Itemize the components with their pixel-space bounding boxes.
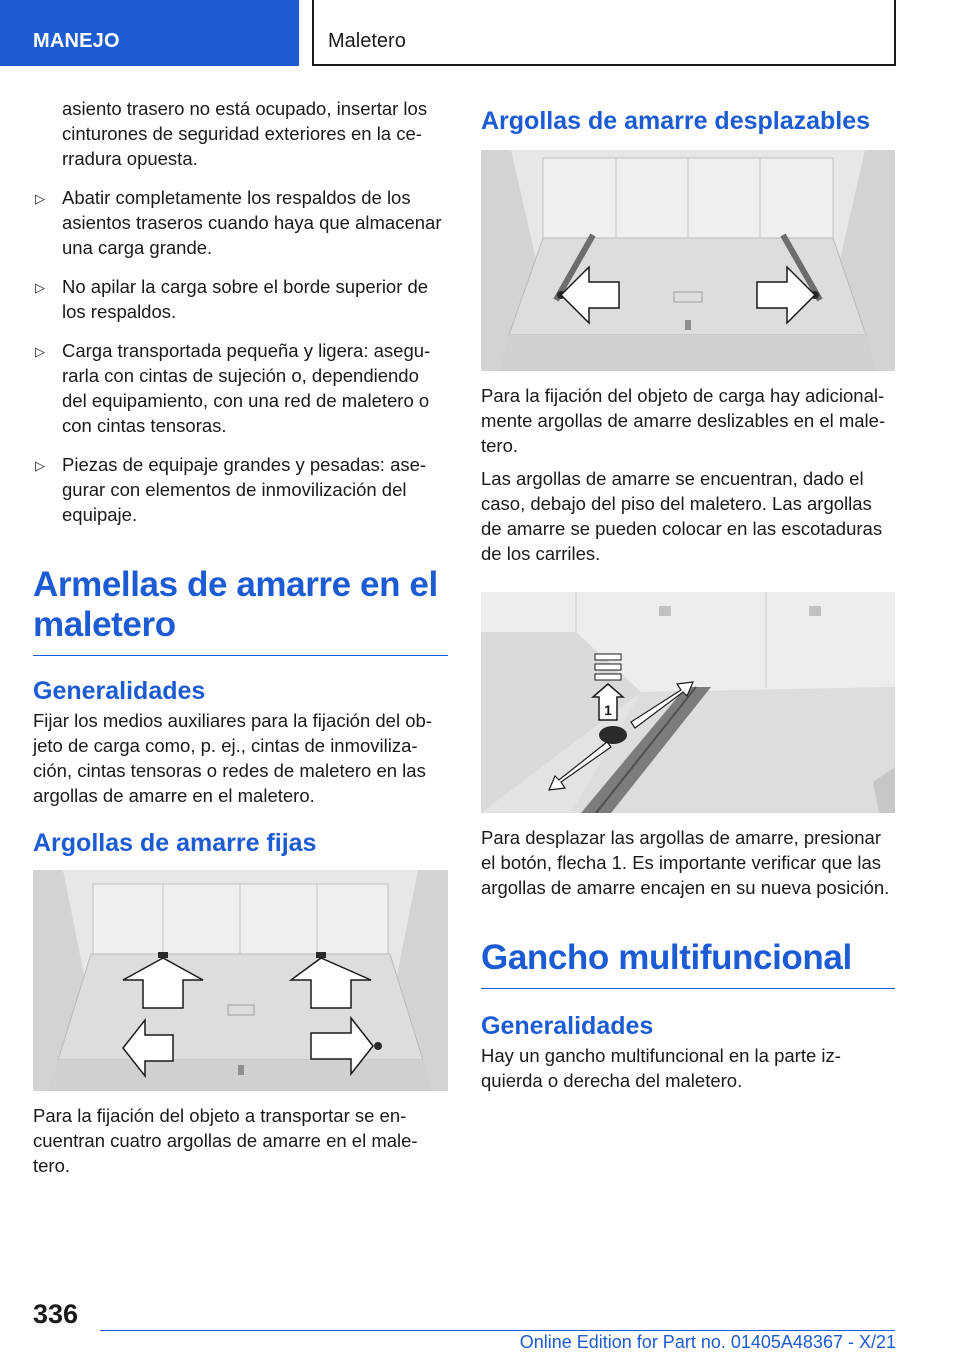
callout-number: 1 [604, 702, 612, 718]
right-column [481, 106, 895, 1093]
left-column [33, 96, 448, 1178]
paragraph: Para desplazar las argollas de amarre, presionar el botón, flecha 1. Es importante verificar que las argollas de amarre encajen en su nueva posición. [481, 827, 890, 898]
triangle-bullet-icon: ▷ [35, 458, 45, 473]
trunk-fixed-rings-illustration [33, 870, 448, 1091]
subheading-argollas-fijas: Argollas de amarre fijas [33, 829, 317, 857]
triangle-bullet-icon: ▷ [35, 191, 45, 206]
figure-caption: Para la fijación del objeto a transportar se en-cuentran cuatro argollas de amarre en el male-tero. [33, 1105, 418, 1176]
subheading-argollas-desplazables: Argollas de amarre desplazables [481, 107, 871, 135]
rail-slide-detail-illustration [481, 592, 895, 813]
paragraph: Fijar los medios auxiliares para la fijación del ob-jeto de carga como, p. ej., cintas de inmoviliza-ción, cintas tensoras o redes de maletero en las argollas de amarre en el maletero. [33, 710, 432, 806]
trunk-sliding-rings-illustration [481, 150, 895, 371]
section-tab: MANEJO [0, 0, 299, 66]
heading-rule [33, 655, 448, 656]
section-heading: Armellas de amarre en el maletero [33, 565, 438, 644]
section-heading: Gancho multifuncional [481, 938, 852, 977]
footer-edition: Online Edition for Part no. 01405A48367 - X/21 [519, 1332, 896, 1352]
subheading-generalidades: Generalidades [481, 1012, 654, 1040]
triangle-bullet-icon: ▷ [35, 280, 45, 295]
continuation-text: asiento trasero no está ocupado, insertar los cinturones de seguridad exteriores en la ce-rradura opuesta. [62, 98, 428, 169]
chapter-title: Maletero [312, 0, 896, 66]
list-item: ▷ Abatir completamente los respaldos de los asientos traseros cuando haya que almacenar una carga grande. [35, 187, 442, 258]
bullet-list [33, 185, 448, 527]
list-item: ▷ No apilar la carga sobre el borde superior de los respaldos. [35, 276, 429, 322]
footer-rule [100, 1330, 895, 1331]
triangle-bullet-icon: ▷ [35, 344, 45, 359]
paragraph: Las argollas de amarre se encuentran, dado el caso, debajo del piso del maletero. Las argollas de amarre se pueden colocar en las escotaduras de los carriles. [481, 468, 883, 564]
paragraph: Para la fijación del objeto de carga hay adicional-mente argollas de amarre deslizables en el male-tero. [481, 385, 886, 456]
list-item: ▷ Piezas de equipaje grandes y pesadas: ase-gurar con elementos de inmovilización del equipaje. [35, 454, 427, 525]
list-item: ▷ Carga transportada pequeña y ligera: asegu-rarla con cintas de sujeción o, dependiendo del equipamiento, con una red de maletero o con cintas tensoras. [35, 340, 431, 436]
page-number: 336 [33, 1299, 79, 1329]
paragraph: Hay un gancho multifuncional en la parte iz-quierda o derecha del maletero. [481, 1045, 841, 1091]
heading-rule [481, 988, 895, 989]
subheading-generalidades: Generalidades [33, 677, 206, 705]
